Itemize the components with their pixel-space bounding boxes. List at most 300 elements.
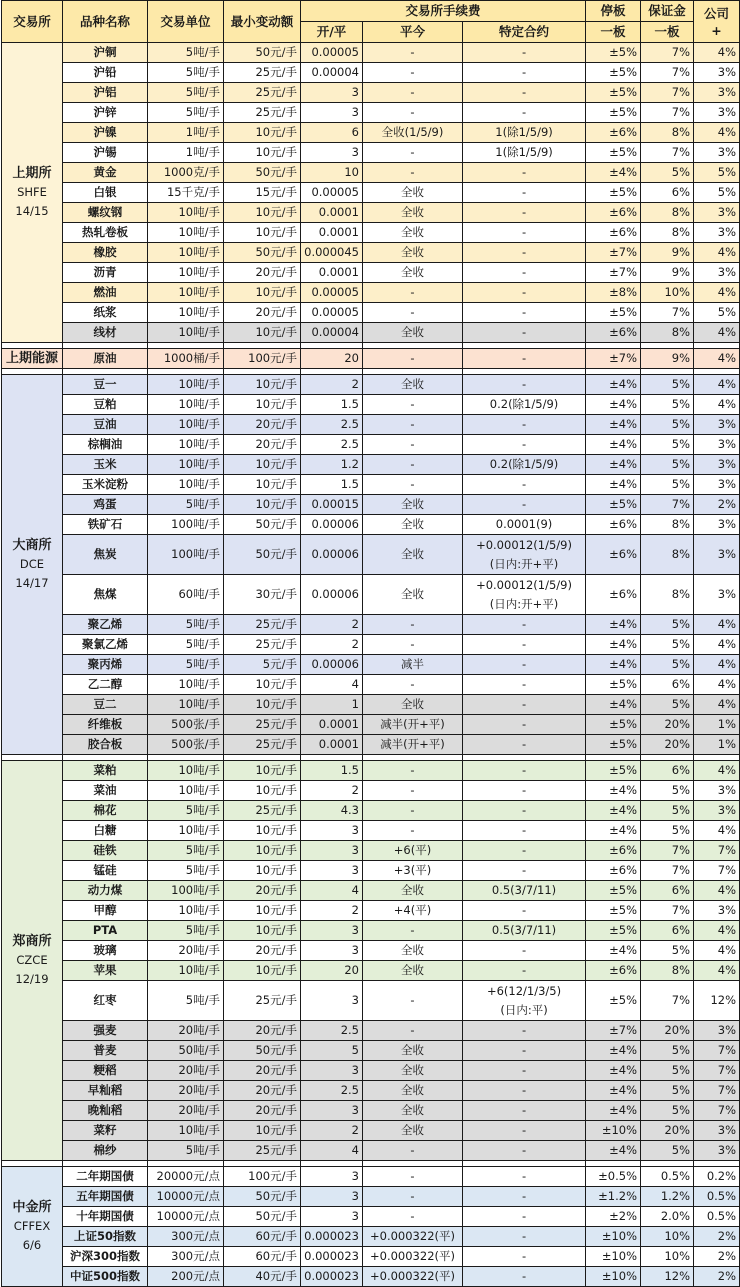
trade-unit: 5吨/手 [148, 841, 224, 861]
fee-close-today: - [363, 1187, 463, 1207]
exchange-code: SHFE [17, 185, 47, 199]
company-extra: 4% [694, 921, 740, 941]
fee-specific: - [463, 1141, 586, 1161]
fee-close-today: 全收 [363, 1121, 463, 1141]
table-row [2, 1167, 740, 1187]
min-tick: 50元/手 [224, 535, 301, 575]
table-row [2, 635, 740, 655]
min-tick: 50元/手 [224, 1187, 301, 1207]
fee-close-today: - [363, 163, 463, 183]
fee-close-today: 全收 [363, 1061, 463, 1081]
company-extra: 3% [694, 1141, 740, 1161]
table-row [2, 961, 740, 981]
min-tick: 10元/手 [224, 761, 301, 781]
fee-open-close: 1.5 [301, 761, 363, 781]
limit-pct: ±4% [586, 435, 641, 455]
margin-pct: 5% [641, 781, 694, 801]
limit-pct: ±4% [586, 635, 641, 655]
exchange-count: 6/6 [22, 1238, 42, 1252]
min-tick: 10元/手 [224, 901, 301, 921]
fee-open-close: 0.00006 [301, 515, 363, 535]
product-name: 聚氯乙烯 [63, 635, 148, 655]
product-name: 燃油 [63, 283, 148, 303]
fee-specific: 1(除1/5/9) [463, 123, 586, 143]
col-fee-specific: 特定合约 [463, 22, 586, 43]
limit-pct: ±8% [586, 283, 641, 303]
margin-pct: 5% [641, 1141, 694, 1161]
company-extra: 4% [694, 941, 740, 961]
fee-specific: - [463, 263, 586, 283]
min-tick: 10元/手 [224, 495, 301, 515]
limit-pct: ±4% [586, 821, 641, 841]
margin-pct: 6% [641, 675, 694, 695]
fee-open-close: 0.00004 [301, 63, 363, 83]
table-row [2, 655, 740, 675]
min-tick: 20元/手 [224, 435, 301, 455]
limit-pct: ±7% [586, 349, 641, 369]
limit-pct: ±4% [586, 475, 641, 495]
min-tick: 50元/手 [224, 1207, 301, 1227]
col-unit: 交易单位 [148, 1, 224, 43]
table-row [2, 435, 740, 455]
fee-open-close: 2 [301, 615, 363, 635]
table-row [2, 63, 740, 83]
table-row [2, 1081, 740, 1101]
trade-unit: 10吨/手 [148, 375, 224, 395]
table-row [2, 103, 740, 123]
fee-open-close: 4 [301, 675, 363, 695]
product-name: 豆二 [63, 695, 148, 715]
limit-pct: ±6% [586, 203, 641, 223]
limit-pct: ±5% [586, 901, 641, 921]
fee-specific [463, 535, 586, 575]
margin-pct: 20% [641, 715, 694, 735]
trade-unit: 10吨/手 [148, 781, 224, 801]
fee-open-close: 0.000045 [301, 243, 363, 263]
limit-pct: ±6% [586, 323, 641, 343]
margin-pct: 8% [641, 515, 694, 535]
trade-unit: 60吨/手 [148, 575, 224, 615]
product-name: 白银 [63, 183, 148, 203]
limit-pct: ±0.5% [586, 1167, 641, 1187]
product-name: 晚籼稻 [63, 1101, 148, 1121]
table-row [2, 475, 740, 495]
fee-close-today: - [363, 143, 463, 163]
company-extra: 3% [694, 263, 740, 283]
fee-open-close: 3 [301, 1167, 363, 1187]
fee-close-today: - [363, 415, 463, 435]
fee-specific: - [463, 941, 586, 961]
limit-pct: ±4% [586, 395, 641, 415]
table-row [2, 375, 740, 395]
exchange-code: DCE [19, 557, 45, 571]
limit-pct: ±6% [586, 961, 641, 981]
fee-open-close: 3 [301, 821, 363, 841]
product-name: 沪锌 [63, 103, 148, 123]
margin-pct: 6% [641, 183, 694, 203]
margin-pct: 5% [641, 1061, 694, 1081]
limit-pct: ±6% [586, 575, 641, 615]
min-tick: 60元/手 [224, 1227, 301, 1247]
product-name: 棉纱 [63, 1141, 148, 1161]
company-extra: 4% [694, 761, 740, 781]
limit-pct: ±4% [586, 615, 641, 635]
exchange-name: 上期所 [12, 166, 52, 181]
fee-close-today: +6(平) [363, 841, 463, 861]
min-tick: 10元/手 [224, 675, 301, 695]
company-extra: 3% [694, 63, 740, 83]
margin-pct: 5% [641, 435, 694, 455]
fee-open-close: 0.0001 [301, 715, 363, 735]
margin-pct: 7% [641, 143, 694, 163]
company-extra: 4% [694, 123, 740, 143]
table-row [2, 615, 740, 635]
table-row [2, 675, 740, 695]
fee-open-close: 20 [301, 349, 363, 369]
fee-specific: - [463, 435, 586, 455]
company-extra: 4% [694, 615, 740, 635]
company-extra: 4% [694, 375, 740, 395]
fee-specific: - [463, 961, 586, 981]
product-name: 棉花 [63, 801, 148, 821]
fee-close-today: 全收 [363, 695, 463, 715]
fee-specific: - [463, 715, 586, 735]
fee-close-today: +0.000322(平) [363, 1247, 463, 1267]
trade-unit: 300元/点 [148, 1227, 224, 1247]
fee-close-today: 减半(开+平) [363, 735, 463, 755]
min-tick: 10元/手 [224, 143, 301, 163]
exchange-count: 12/19 [15, 972, 49, 986]
company-extra: 2% [694, 1267, 740, 1287]
company-extra: 3% [694, 1121, 740, 1141]
fee-open-close: 0.0001 [301, 263, 363, 283]
col-fee-open-close: 开/平 [301, 22, 363, 43]
limit-pct: ±5% [586, 921, 641, 941]
table-row [2, 1227, 740, 1247]
product-name: 沪铜 [63, 43, 148, 63]
product-name: 焦煤 [63, 575, 148, 615]
product-name: 纤维板 [63, 715, 148, 735]
company-extra: 1% [694, 735, 740, 755]
limit-pct: ±5% [586, 981, 641, 1021]
fee-open-close: 1 [301, 695, 363, 715]
exchange-cell-czce [2, 761, 63, 1161]
exchange-code: CZCE [16, 953, 48, 967]
company-extra: 4% [694, 323, 740, 343]
product-name: 聚丙烯 [63, 655, 148, 675]
margin-pct: 5% [641, 1101, 694, 1121]
min-tick: 25元/手 [224, 103, 301, 123]
min-tick: 20元/手 [224, 415, 301, 435]
min-tick: 10元/手 [224, 203, 301, 223]
company-extra: 4% [694, 43, 740, 63]
product-name: 红枣 [63, 981, 148, 1021]
fee-specific: - [463, 761, 586, 781]
trade-unit: 100吨/手 [148, 535, 224, 575]
company-extra: 3% [694, 223, 740, 243]
limit-pct: ±4% [586, 695, 641, 715]
trade-unit: 10吨/手 [148, 675, 224, 695]
table-header [2, 1, 740, 43]
fee-open-close: 0.00015 [301, 495, 363, 515]
limit-pct: ±4% [586, 781, 641, 801]
limit-pct: ±4% [586, 375, 641, 395]
min-tick: 100元/手 [224, 1167, 301, 1187]
fee-close-today: 全收 [363, 515, 463, 535]
fee-open-close: 3 [301, 841, 363, 861]
margin-pct: 5% [641, 375, 694, 395]
margin-pct: 9% [641, 243, 694, 263]
min-tick: 10元/手 [224, 781, 301, 801]
product-name: 动力煤 [63, 881, 148, 901]
trade-unit: 20吨/手 [148, 1081, 224, 1101]
product-name: 玻璃 [63, 941, 148, 961]
margin-pct: 7% [641, 861, 694, 881]
margin-pct: 6% [641, 921, 694, 941]
table-row [2, 695, 740, 715]
trade-unit: 10吨/手 [148, 395, 224, 415]
table-row [2, 575, 740, 615]
fee-open-close: 5 [301, 1041, 363, 1061]
margin-pct: 0.5% [641, 1167, 694, 1187]
fee-specific: - [463, 1021, 586, 1041]
margin-pct: 20% [641, 1121, 694, 1141]
min-tick: 10元/手 [224, 375, 301, 395]
col-fee-group: 交易所手续费 [301, 1, 586, 22]
trade-unit: 1吨/手 [148, 123, 224, 143]
fee-specific: 0.5(3/7/11) [463, 921, 586, 941]
company-extra: 4% [694, 243, 740, 263]
limit-pct: ±7% [586, 1021, 641, 1041]
fee-open-close: 4.3 [301, 801, 363, 821]
table-row [2, 123, 740, 143]
margin-pct: 8% [641, 123, 694, 143]
company-extra: 12% [694, 981, 740, 1021]
product-name: 二年期国债 [63, 1167, 148, 1187]
fee-open-close: 4 [301, 881, 363, 901]
limit-pct: ±10% [586, 1227, 641, 1247]
limit-pct: ±1.2% [586, 1187, 641, 1207]
company-extra: 2% [694, 495, 740, 515]
limit-pct: ±4% [586, 415, 641, 435]
product-name: 螺纹钢 [63, 203, 148, 223]
table-row [2, 303, 740, 323]
min-tick: 25元/手 [224, 615, 301, 635]
limit-pct: ±4% [586, 1041, 641, 1061]
fee-close-today: 全收 [363, 243, 463, 263]
company-extra: 0.5% [694, 1187, 740, 1207]
trade-unit: 20吨/手 [148, 1021, 224, 1041]
company-extra: 3% [694, 455, 740, 475]
product-name: 沪锡 [63, 143, 148, 163]
exchange-name: 郑商所 [12, 934, 52, 949]
margin-pct: 7% [641, 495, 694, 515]
company-extra: 7% [694, 841, 740, 861]
table-row [2, 243, 740, 263]
fee-open-close: 20 [301, 961, 363, 981]
exchange-name: 中金所 [12, 1200, 52, 1215]
trade-unit: 5吨/手 [148, 921, 224, 941]
exchange-cell-cffex [2, 1167, 63, 1287]
min-tick: 10元/手 [224, 475, 301, 495]
fee-close-today: 全收 [363, 941, 463, 961]
company-extra: 4% [694, 635, 740, 655]
company-extra: 7% [694, 1081, 740, 1101]
fee-close-today: - [363, 615, 463, 635]
product-name: 早籼稻 [63, 1081, 148, 1101]
fee-specific: - [463, 303, 586, 323]
trade-unit: 5吨/手 [148, 981, 224, 1021]
exchange-count: 14/17 [15, 576, 49, 590]
fee-close-today: - [363, 921, 463, 941]
margin-pct: 20% [641, 1021, 694, 1041]
fee-specific: - [463, 1267, 586, 1287]
fee-specific: - [463, 495, 586, 515]
margin-pct: 7% [641, 63, 694, 83]
trade-unit: 10000元/点 [148, 1187, 224, 1207]
company-extra: 5% [694, 163, 740, 183]
fee-specific: - [463, 615, 586, 635]
trade-unit: 5吨/手 [148, 83, 224, 103]
fee-close-today: - [363, 801, 463, 821]
fee-specific: - [463, 183, 586, 203]
table-row [2, 263, 740, 283]
fee-close-today: - [363, 63, 463, 83]
min-tick: 20元/手 [224, 303, 301, 323]
min-tick: 20元/手 [224, 1061, 301, 1081]
trade-unit: 10吨/手 [148, 761, 224, 781]
product-name: 乙二醇 [63, 675, 148, 695]
fee-open-close: 0.00004 [301, 323, 363, 343]
table-body [2, 43, 740, 1287]
limit-pct: ±4% [586, 1081, 641, 1101]
company-extra: 1% [694, 715, 740, 735]
limit-pct: ±6% [586, 861, 641, 881]
trade-unit: 10吨/手 [148, 695, 224, 715]
limit-pct: ±5% [586, 183, 641, 203]
table-row [2, 1247, 740, 1267]
min-tick: 25元/手 [224, 83, 301, 103]
company-label: 公司 [704, 5, 730, 21]
limit-pct: ±6% [586, 535, 641, 575]
fee-specific-line2: (日内:平) [500, 1002, 548, 1017]
product-name: 五年期国债 [63, 1187, 148, 1207]
trade-unit: 10吨/手 [148, 961, 224, 981]
col-limit-sub: 一板 [586, 22, 641, 43]
fee-open-close: 0.000023 [301, 1267, 363, 1287]
margin-pct: 7% [641, 43, 694, 63]
product-name: 菜粕 [63, 761, 148, 781]
trade-unit: 10吨/手 [148, 263, 224, 283]
col-tick: 最小变动额 [224, 1, 301, 43]
fee-specific: - [463, 675, 586, 695]
fee-specific: 0.5(3/7/11) [463, 881, 586, 901]
limit-pct: ±6% [586, 515, 641, 535]
margin-pct: 1.2% [641, 1187, 694, 1207]
margin-pct: 5% [641, 395, 694, 415]
min-tick: 10元/手 [224, 861, 301, 881]
trade-unit: 10吨/手 [148, 435, 224, 455]
fee-specific: - [463, 323, 586, 343]
min-tick: 25元/手 [224, 981, 301, 1021]
fee-specific: 0.0001(9) [463, 515, 586, 535]
table-row [2, 455, 740, 475]
fee-open-close: 0.00006 [301, 535, 363, 575]
fee-open-close: 1.5 [301, 395, 363, 415]
fee-open-close: 0.00005 [301, 43, 363, 63]
fee-close-today: - [363, 981, 463, 1021]
table-row [2, 1267, 740, 1287]
fee-specific-line1: +0.00012(1/5/9) [476, 577, 572, 592]
trade-unit: 5吨/手 [148, 615, 224, 635]
company-extra: 4% [694, 283, 740, 303]
min-tick: 10元/手 [224, 395, 301, 415]
fee-close-today: 全收 [363, 1041, 463, 1061]
product-name: 粳稻 [63, 1061, 148, 1081]
fee-specific: - [463, 841, 586, 861]
fee-close-today: - [363, 283, 463, 303]
fee-specific-line2: (日内:开+平) [489, 556, 559, 571]
limit-pct: ±10% [586, 1267, 641, 1287]
fee-specific: - [463, 415, 586, 435]
product-name: 菜籽 [63, 1121, 148, 1141]
fee-specific: - [463, 801, 586, 821]
product-name: 橡胶 [63, 243, 148, 263]
fee-open-close: 1.5 [301, 475, 363, 495]
margin-pct: 5% [641, 615, 694, 635]
fee-specific: - [463, 103, 586, 123]
margin-pct: 20% [641, 735, 694, 755]
fee-close-today: 全收 [363, 263, 463, 283]
fee-open-close: 3 [301, 921, 363, 941]
fee-open-close: 0.00006 [301, 655, 363, 675]
company-extra: 4% [694, 961, 740, 981]
company-extra: 4% [694, 695, 740, 715]
min-tick: 50元/手 [224, 43, 301, 63]
fee-specific: - [463, 861, 586, 881]
trade-unit: 500张/手 [148, 735, 224, 755]
margin-pct: 8% [641, 223, 694, 243]
min-tick: 10元/手 [224, 1121, 301, 1141]
trade-unit: 5吨/手 [148, 635, 224, 655]
margin-pct: 7% [641, 981, 694, 1021]
margin-pct: 10% [641, 1227, 694, 1247]
min-tick: 20元/手 [224, 881, 301, 901]
limit-pct: ±7% [586, 263, 641, 283]
table-row [2, 183, 740, 203]
trade-unit: 10吨/手 [148, 1121, 224, 1141]
product-name: 纸浆 [63, 303, 148, 323]
company-extra: 7% [694, 1101, 740, 1121]
min-tick: 25元/手 [224, 715, 301, 735]
company-extra: 3% [694, 535, 740, 575]
product-name: 沪镍 [63, 123, 148, 143]
limit-pct: ±5% [586, 63, 641, 83]
company-extra: 3% [694, 901, 740, 921]
margin-pct: 12% [641, 1267, 694, 1287]
trade-unit: 20吨/手 [148, 1061, 224, 1081]
table-row [2, 861, 740, 881]
table-row [2, 83, 740, 103]
trade-unit: 5吨/手 [148, 103, 224, 123]
limit-pct: ±5% [586, 303, 641, 323]
trade-unit: 10000元/点 [148, 1207, 224, 1227]
margin-pct: 6% [641, 881, 694, 901]
fee-specific: - [463, 1101, 586, 1121]
product-name: 玉米 [63, 455, 148, 475]
fee-close-today: - [363, 761, 463, 781]
limit-pct: ±5% [586, 675, 641, 695]
